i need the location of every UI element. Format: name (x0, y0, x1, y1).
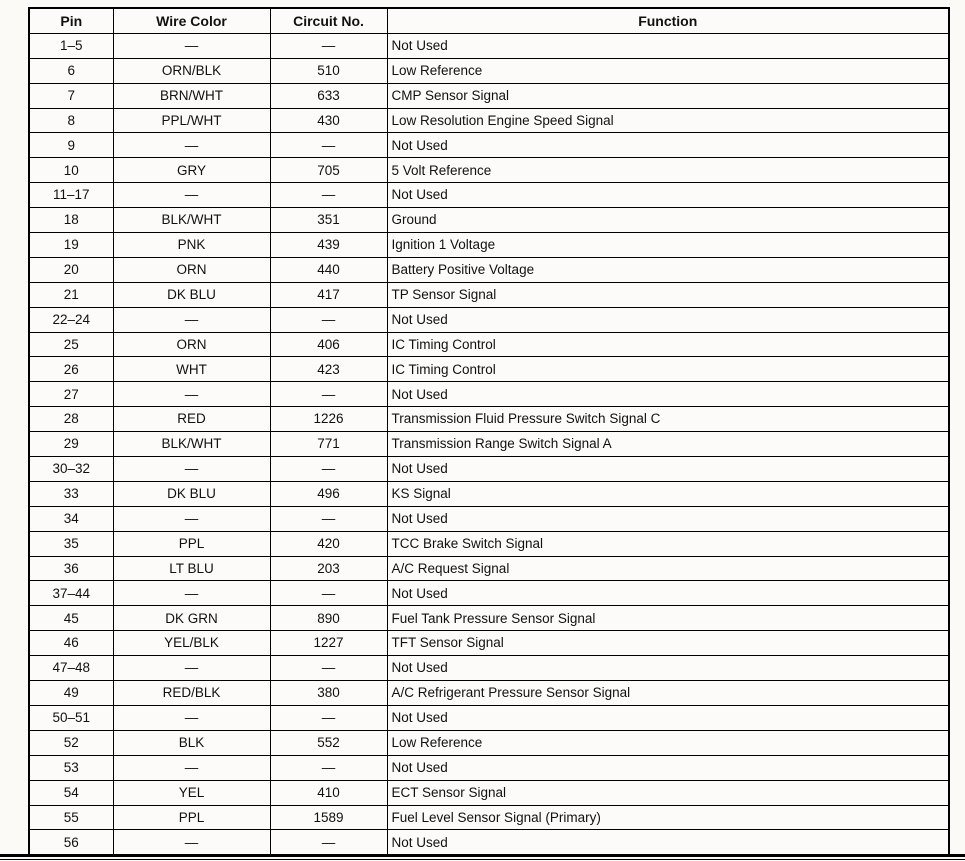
col-header-function: Function (387, 8, 949, 33)
circuit-no-cell: 406 (270, 332, 387, 357)
col-header-circuit-no: Circuit No. (270, 8, 387, 33)
pin-cell: 34 (29, 506, 113, 531)
wire-color-cell: YEL/BLK (113, 631, 270, 656)
wire-color-cell: — (113, 656, 270, 681)
function-cell: Transmission Range Switch Signal A (387, 432, 949, 457)
pin-cell: 26 (29, 357, 113, 382)
pin-cell: 46 (29, 631, 113, 656)
function-cell: Not Used (387, 656, 949, 681)
function-cell: CMP Sensor Signal (387, 83, 949, 108)
circuit-no-cell: — (270, 755, 387, 780)
connector-pinout-table (28, 7, 950, 856)
table-row (29, 233, 949, 258)
wire-color-cell: YEL (113, 780, 270, 805)
pin-cell: 19 (29, 233, 113, 258)
wire-color-cell: — (113, 755, 270, 780)
function-cell: IC Timing Control (387, 357, 949, 382)
table-row (29, 805, 949, 830)
pin-cell: 20 (29, 257, 113, 282)
table-row (29, 631, 949, 656)
table-row (29, 780, 949, 805)
circuit-no-cell: — (270, 307, 387, 332)
circuit-no-cell: — (270, 133, 387, 158)
pin-cell: 1–5 (29, 33, 113, 58)
wire-color-cell: RED/BLK (113, 681, 270, 706)
pin-cell: 8 (29, 108, 113, 133)
circuit-no-cell: — (270, 506, 387, 531)
wire-color-cell: BRN/WHT (113, 83, 270, 108)
function-cell: ECT Sensor Signal (387, 780, 949, 805)
circuit-no-cell: 1226 (270, 407, 387, 432)
table-row (29, 730, 949, 755)
circuit-no-cell: 633 (270, 83, 387, 108)
table-row (29, 531, 949, 556)
table-row (29, 481, 949, 506)
table-row (29, 382, 949, 407)
pin-cell: 52 (29, 730, 113, 755)
function-cell: Not Used (387, 133, 949, 158)
circuit-no-cell: 510 (270, 58, 387, 83)
table-row (29, 581, 949, 606)
table-row (29, 830, 949, 855)
wire-color-cell: DK BLU (113, 481, 270, 506)
wire-color-cell: — (113, 581, 270, 606)
wire-color-cell: — (113, 183, 270, 208)
wire-color-cell: — (113, 705, 270, 730)
table-row (29, 158, 949, 183)
wire-color-cell: — (113, 33, 270, 58)
wire-color-cell: RED (113, 407, 270, 432)
col-header-pin: Pin (29, 8, 113, 33)
wire-color-cell: — (113, 133, 270, 158)
pin-cell: 37–44 (29, 581, 113, 606)
circuit-no-cell: 771 (270, 432, 387, 457)
pin-cell: 56 (29, 830, 113, 855)
circuit-no-cell: 410 (270, 780, 387, 805)
pin-cell: 30–32 (29, 457, 113, 482)
table-row (29, 307, 949, 332)
pin-cell: 25 (29, 332, 113, 357)
pin-cell: 10 (29, 158, 113, 183)
table-row (29, 457, 949, 482)
function-cell: TCC Brake Switch Signal (387, 531, 949, 556)
function-cell: Fuel Tank Pressure Sensor Signal (387, 606, 949, 631)
pin-cell: 35 (29, 531, 113, 556)
pin-cell: 28 (29, 407, 113, 432)
wire-color-cell: BLK/WHT (113, 208, 270, 233)
pin-cell: 47–48 (29, 656, 113, 681)
wire-color-cell: WHT (113, 357, 270, 382)
circuit-no-cell: 380 (270, 681, 387, 706)
circuit-no-cell: 203 (270, 556, 387, 581)
function-cell: Low Resolution Engine Speed Signal (387, 108, 949, 133)
table-row (29, 432, 949, 457)
table-row (29, 257, 949, 282)
circuit-no-cell: 1589 (270, 805, 387, 830)
function-cell: Not Used (387, 307, 949, 332)
pin-cell: 22–24 (29, 307, 113, 332)
circuit-no-cell: 439 (270, 233, 387, 258)
table-row (29, 705, 949, 730)
function-cell: Not Used (387, 581, 949, 606)
wire-color-cell: — (113, 382, 270, 407)
circuit-no-cell: — (270, 656, 387, 681)
circuit-no-cell: 440 (270, 257, 387, 282)
table-row (29, 755, 949, 780)
function-cell: Battery Positive Voltage (387, 257, 949, 282)
pin-cell: 11–17 (29, 183, 113, 208)
pin-cell: 33 (29, 481, 113, 506)
wire-color-cell: ORN/BLK (113, 58, 270, 83)
pin-cell: 9 (29, 133, 113, 158)
wire-color-cell: — (113, 457, 270, 482)
function-cell: TFT Sensor Signal (387, 631, 949, 656)
circuit-no-cell: 496 (270, 481, 387, 506)
wire-color-cell: BLK/WHT (113, 432, 270, 457)
function-cell: Not Used (387, 506, 949, 531)
table-row (29, 357, 949, 382)
pin-cell: 53 (29, 755, 113, 780)
circuit-no-cell: — (270, 33, 387, 58)
pin-cell: 6 (29, 58, 113, 83)
page-bottom-rule (0, 854, 965, 860)
pin-cell: 55 (29, 805, 113, 830)
function-cell: Not Used (387, 33, 949, 58)
function-cell: Not Used (387, 705, 949, 730)
function-cell: Low Reference (387, 730, 949, 755)
circuit-no-cell: 552 (270, 730, 387, 755)
pin-cell: 21 (29, 282, 113, 307)
wire-color-cell: PPL (113, 805, 270, 830)
wire-color-cell: BLK (113, 730, 270, 755)
table-row (29, 83, 949, 108)
wire-color-cell: PPL/WHT (113, 108, 270, 133)
wire-color-cell: DK BLU (113, 282, 270, 307)
function-cell: Not Used (387, 457, 949, 482)
wire-color-cell: ORN (113, 332, 270, 357)
table-row (29, 407, 949, 432)
circuit-no-cell: 890 (270, 606, 387, 631)
function-cell: Not Used (387, 382, 949, 407)
function-cell: TP Sensor Signal (387, 282, 949, 307)
circuit-no-cell: — (270, 183, 387, 208)
table-row (29, 58, 949, 83)
wire-color-cell: PNK (113, 233, 270, 258)
wire-color-cell: DK GRN (113, 606, 270, 631)
pin-cell: 18 (29, 208, 113, 233)
table-row (29, 506, 949, 531)
table-row (29, 208, 949, 233)
wire-color-cell: — (113, 506, 270, 531)
wire-color-cell: LT BLU (113, 556, 270, 581)
pin-cell: 7 (29, 83, 113, 108)
function-cell: Low Reference (387, 58, 949, 83)
function-cell: IC Timing Control (387, 332, 949, 357)
circuit-no-cell: 417 (270, 282, 387, 307)
function-cell: Fuel Level Sensor Signal (Primary) (387, 805, 949, 830)
wire-color-cell: GRY (113, 158, 270, 183)
circuit-no-cell: 351 (270, 208, 387, 233)
table-row (29, 556, 949, 581)
header-row (29, 8, 949, 33)
col-header-wire-color: Wire Color (113, 8, 270, 33)
circuit-no-cell: — (270, 705, 387, 730)
function-cell: KS Signal (387, 481, 949, 506)
pin-cell: 29 (29, 432, 113, 457)
function-cell: Ignition 1 Voltage (387, 233, 949, 258)
circuit-no-cell: 1227 (270, 631, 387, 656)
table-row (29, 681, 949, 706)
wire-color-cell: ORN (113, 257, 270, 282)
table-row (29, 606, 949, 631)
function-cell: 5 Volt Reference (387, 158, 949, 183)
function-cell: Ground (387, 208, 949, 233)
function-cell: Transmission Fluid Pressure Switch Signal C (387, 407, 949, 432)
pin-cell: 45 (29, 606, 113, 631)
function-cell: Not Used (387, 755, 949, 780)
wire-color-cell: — (113, 307, 270, 332)
table-row (29, 656, 949, 681)
function-cell: Not Used (387, 830, 949, 855)
table-row (29, 183, 949, 208)
pin-cell: 54 (29, 780, 113, 805)
circuit-no-cell: — (270, 382, 387, 407)
table-row (29, 108, 949, 133)
circuit-no-cell: 705 (270, 158, 387, 183)
table-row (29, 282, 949, 307)
table-row (29, 133, 949, 158)
wire-color-cell: — (113, 830, 270, 855)
circuit-no-cell: 423 (270, 357, 387, 382)
wire-color-cell: PPL (113, 531, 270, 556)
circuit-no-cell: 430 (270, 108, 387, 133)
circuit-no-cell: — (270, 457, 387, 482)
circuit-no-cell: 420 (270, 531, 387, 556)
pin-cell: 50–51 (29, 705, 113, 730)
table-row (29, 33, 949, 58)
circuit-no-cell: — (270, 830, 387, 855)
pin-cell: 36 (29, 556, 113, 581)
table-body (29, 33, 949, 855)
function-cell: Not Used (387, 183, 949, 208)
function-cell: A/C Refrigerant Pressure Sensor Signal (387, 681, 949, 706)
circuit-no-cell: — (270, 581, 387, 606)
pin-cell: 49 (29, 681, 113, 706)
function-cell: A/C Request Signal (387, 556, 949, 581)
table-row (29, 332, 949, 357)
pin-cell: 27 (29, 382, 113, 407)
